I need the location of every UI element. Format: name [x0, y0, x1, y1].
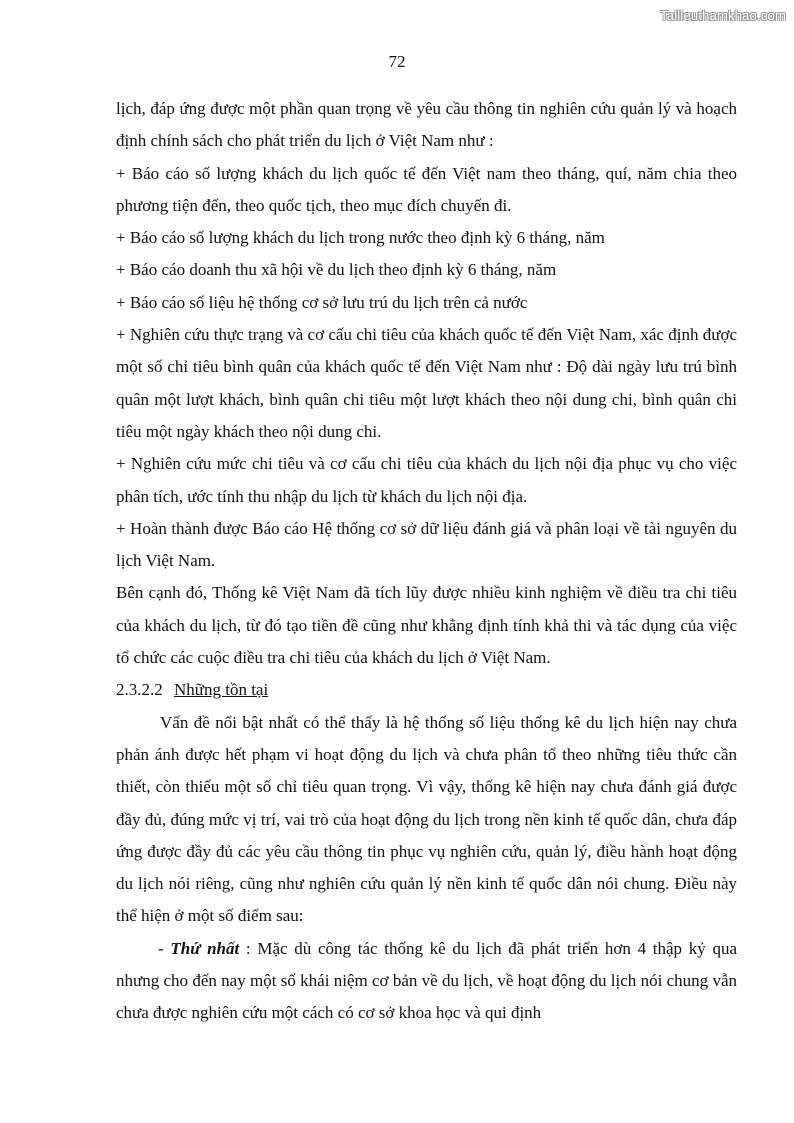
paragraph-experience: Bên cạnh đó, Thống kê Việt Nam đã tích lũy được nhiều kinh nghiệm về điều tra chi tiêu của khách du lịch, từ đó tạo tiền đề cũng như khẳng định tính khả thi và tác dụng của việc tổ chức các cuộc điều tra chi tiêu của khách du lịch ở Việt Nam. [116, 583, 737, 668]
bullet-domestic-spending-study: + Nghiên cứu mức chi tiêu và cơ cấu chi tiêu của khách du lịch nội địa phục vụ cho việc phân tích, ước tính thu nhập du lịch từ khách du lịch nội địa. [116, 454, 737, 506]
section-number: 2.3.2.2 [116, 680, 163, 700]
first-point-text: : Mặc dù công tác thống kê du lịch đã phát triển hơn 4 thập kỷ qua nhưng cho đến nay một số khái niệm cơ bản về du lịch, về hoạt động du lịch nói chung vẫn chưa được nghiên cứu một cách có cơ sở khoa học và qui định [116, 938, 737, 1023]
first-point-dash: - [158, 938, 171, 958]
bullet-resource-database: + Hoàn thành được Báo cáo Hệ thống cơ sở dữ liệu đánh giá và phân loại về tài nguyên du lịch Việt Nam. [116, 518, 737, 571]
first-point-label: Thứ nhất [170, 938, 240, 958]
watermark: Tailieuthamkhao.com [660, 8, 786, 23]
paragraph-first-point [116, 933, 737, 1030]
page-number: 72 [388, 52, 406, 71]
paragraph-continuation: lịch, đáp ứng được một phần quan trọng về yêu cầu thông tin nghiên cứu quản lý và hoạch định chính sách cho phát triển du lịch ở Việt Nam như : [116, 99, 737, 151]
bullet-international-spending-study: + Nghiên cứu thực trạng và cơ cấu chi tiêu của khách quốc tế đến Việt Nam, xác định được một số chỉ tiêu bình quân của khách quốc tế đến Việt Nam như : Độ dài ngày lưu trú bình quân một lượt khách, bình quân chi tiêu một lượt khách theo nội dung chi, bình quân chi tiêu một ngày khách theo nội dung chi. [116, 325, 737, 441]
page-body [116, 93, 737, 1030]
section-heading [116, 674, 737, 706]
bullet-international-visitors: + Báo cáo số lượng khách du lịch quốc tế đến Việt nam theo tháng, quí, năm chia theo phương tiện đến, theo quốc tịch, theo mục đích chuyến đi. [116, 163, 737, 215]
bullet-accommodation-data: + Báo cáo số liệu hệ thống cơ sở lưu trú du lịch trên cả nước [116, 292, 528, 312]
bullet-tourism-revenue: + Báo cáo doanh thu xã hội về du lịch theo định kỳ 6 tháng, năm [116, 260, 557, 280]
bullet-domestic-visitors: + Báo cáo số lượng khách du lịch trong nước theo định kỳ 6 tháng, năm [116, 228, 605, 248]
paragraph-shortcomings-intro: Vấn đề nổi bật nhất có thể thấy là hệ thống số liệu thống kê du lịch hiện nay chưa phản ánh được hết phạm vi hoạt động du lịch và chưa phân tổ theo những tiêu thức cần thiết, còn thiếu một số chỉ tiêu quan trọng. Vì vậy, thống kê hiện nay chưa đánh giá được đầy đủ, đúng mức vị trí, vai trò của hoạt động du lịch trong nền kinh tế quốc dân, chưa đáp ứng được đầy đủ các yêu cầu thông tin phục vụ nghiên cứu, quản lý, điều hành hoạt động du lịch nói riêng, cũng như nghiên cứu quản lý nền kinh tế quốc dân nói chung. Điều này thể hiện ở một số điểm sau: [116, 712, 737, 926]
section-title: Những tồn tại [174, 680, 269, 700]
